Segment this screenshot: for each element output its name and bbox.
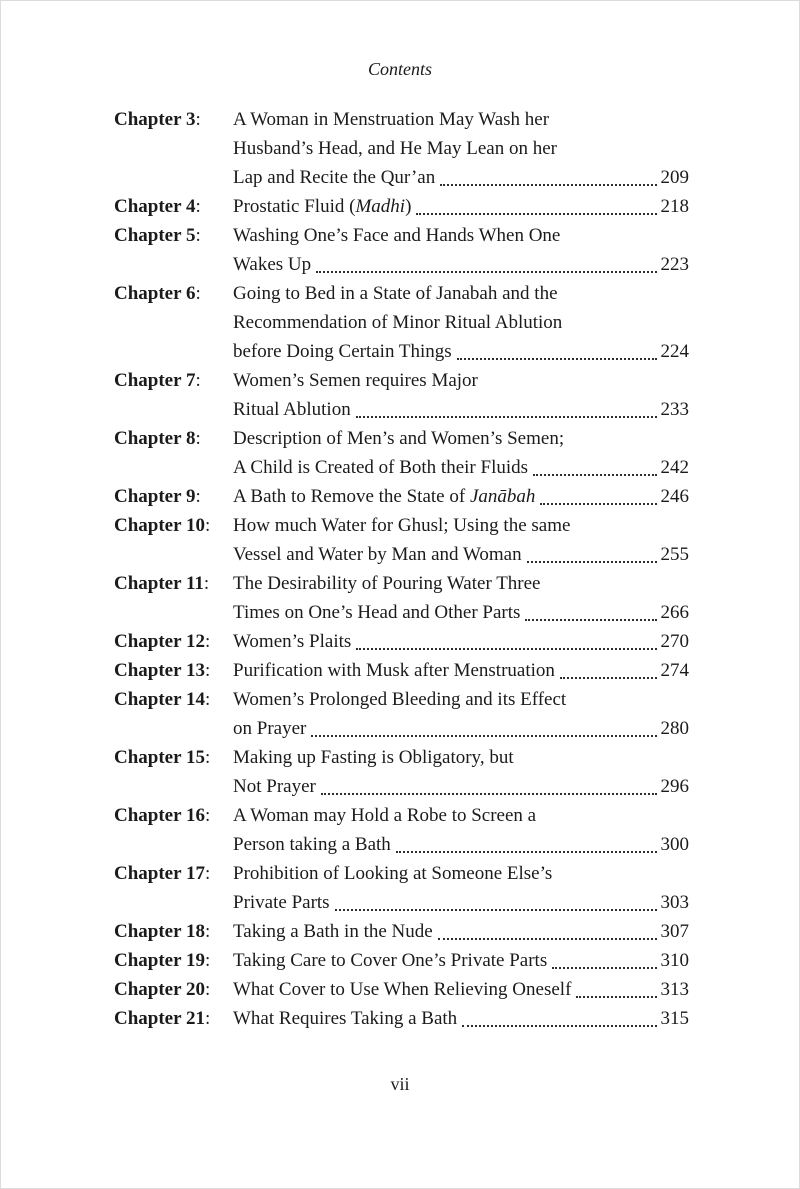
toc-chapter-label <box>114 917 233 946</box>
toc-line-text <box>233 801 536 830</box>
toc-text-segment: Making up Fasting is Obligatory, but <box>233 747 514 768</box>
toc-page-number: 303 <box>660 892 689 913</box>
toc-text-segment: Recommendation of Minor Ritual Ablution <box>233 312 563 333</box>
toc-chapter-label <box>114 801 233 859</box>
toc-line-text <box>233 656 555 685</box>
toc-label-colon: : <box>195 109 201 130</box>
toc-line <box>233 1004 689 1033</box>
folio-page-number: vii <box>390 1074 410 1094</box>
dot-leader <box>552 946 656 969</box>
toc-line-text <box>233 366 478 395</box>
toc-entry <box>114 975 689 1004</box>
toc-page-number: 223 <box>660 254 689 275</box>
toc-chapter-label <box>114 221 233 279</box>
toc-chapter-number: Chapter 8 <box>114 428 196 449</box>
toc-line-text <box>233 917 433 946</box>
toc-chapter-number: Chapter 19 <box>114 950 205 971</box>
toc-label-colon: : <box>195 225 201 246</box>
toc-text-segment: Ritual Ablution <box>233 399 351 420</box>
toc-line <box>233 801 689 830</box>
toc-chapter-label <box>114 859 233 917</box>
toc-text-segment: Vessel and Water by Man and Woman <box>233 544 522 565</box>
toc-entry <box>114 1004 689 1033</box>
toc-text-segment: Prohibition of Looking at Someone Else’s <box>233 863 553 884</box>
toc-line-text <box>233 221 560 250</box>
toc-line <box>233 453 689 482</box>
toc-page-number: 218 <box>660 196 689 217</box>
toc-line <box>233 192 689 221</box>
toc-text-segment: A Woman in Menstruation May Wash her <box>233 109 550 130</box>
toc-chapter-number: Chapter 17 <box>114 863 205 884</box>
toc-line <box>233 888 689 917</box>
dot-leader <box>560 656 657 679</box>
dot-leader <box>438 917 657 940</box>
toc-chapter-title-block <box>233 656 689 685</box>
dot-leader <box>525 598 656 621</box>
dot-leader <box>576 975 656 998</box>
toc-line <box>233 627 689 656</box>
toc-chapter-number: Chapter 4 <box>114 196 196 217</box>
toc-text-segment: on Prayer <box>233 718 307 739</box>
toc-line <box>233 105 689 134</box>
toc-page-number: 233 <box>660 399 689 420</box>
toc-line-text <box>233 946 547 975</box>
toc-label-colon: : <box>204 950 211 971</box>
toc-page-number: 296 <box>660 776 689 797</box>
dot-leader <box>316 250 656 273</box>
toc-text-segment: The Desirability of Pouring Water Three <box>233 573 541 594</box>
toc-chapter-title-block <box>233 801 689 859</box>
toc-chapter-label <box>114 743 233 801</box>
toc-text-segment: Washing One’s Face and Hands When One <box>233 225 561 246</box>
toc-line-text <box>233 714 306 743</box>
toc-line <box>233 917 689 946</box>
toc-chapter-number: Chapter 11 <box>114 573 204 594</box>
toc-chapter-label <box>114 511 233 569</box>
toc-entry <box>114 192 689 221</box>
toc-label-colon: : <box>204 805 211 826</box>
toc-entry <box>114 569 689 627</box>
toc-line-text <box>233 163 435 192</box>
toc-entry <box>114 482 689 511</box>
toc-chapter-number: Chapter 18 <box>114 921 205 942</box>
toc-chapter-label <box>114 975 233 1004</box>
toc-label-colon: : <box>204 689 211 710</box>
toc-chapter-number: Chapter 6 <box>114 283 196 304</box>
toc-chapter-title-block <box>233 221 689 279</box>
toc-line <box>233 656 689 685</box>
dot-leader <box>533 453 656 476</box>
toc-label-colon: : <box>195 486 201 507</box>
toc-italic-term: Janābah <box>469 486 536 507</box>
dot-leader <box>440 163 656 186</box>
toc-chapter-number: Chapter 15 <box>114 747 205 768</box>
toc-chapter-title-block <box>233 569 689 627</box>
toc-text-segment: Times on One’s Head and Other Parts <box>233 602 521 623</box>
dot-leader <box>356 395 657 418</box>
dot-leader <box>321 772 657 795</box>
toc-chapter-label <box>114 192 233 221</box>
toc-page-number: 224 <box>660 341 689 362</box>
dot-leader <box>527 540 657 563</box>
toc-line-text <box>233 279 558 308</box>
toc-line <box>233 569 689 598</box>
toc-entry <box>114 743 689 801</box>
toc-entry <box>114 917 689 946</box>
toc-line-text <box>233 569 541 598</box>
toc-chapter-number: Chapter 9 <box>114 486 196 507</box>
toc-page-number: 266 <box>660 602 689 623</box>
toc-line-text <box>233 627 351 656</box>
dot-leader <box>335 888 657 911</box>
dot-leader <box>311 714 656 737</box>
toc-chapter-label <box>114 279 233 366</box>
toc-text-segment: How much Water for Ghusl; Using the same <box>233 515 571 536</box>
toc-entry <box>114 366 689 424</box>
toc-line <box>233 743 689 772</box>
toc-chapter-title-block <box>233 946 689 975</box>
toc-text-segment: Women’s Semen requires Major <box>233 370 478 391</box>
toc-line-text <box>233 540 522 569</box>
toc-chapter-title-block <box>233 685 689 743</box>
toc-label-colon: : <box>203 573 210 594</box>
toc-chapter-number: Chapter 12 <box>114 631 205 652</box>
toc-page-number: 307 <box>660 921 689 942</box>
toc-line-text <box>233 453 528 482</box>
toc-text-segment: Person taking a Bath <box>233 834 391 855</box>
toc-entry <box>114 221 689 279</box>
toc-chapter-title-block <box>233 366 689 424</box>
toc-text-segment: Taking Care to Cover One’s Private Parts <box>233 950 548 971</box>
toc-page-number: 209 <box>660 167 689 188</box>
toc-text-segment: Purification with Musk after Menstruation <box>233 660 555 681</box>
toc-line <box>233 337 689 366</box>
toc-text-segment: What Requires Taking a Bath <box>233 1008 458 1029</box>
toc-line-text <box>233 105 549 134</box>
toc-line-text <box>233 482 535 511</box>
toc-line <box>233 685 689 714</box>
toc-text-segment: A Bath to Remove the State of <box>233 486 470 507</box>
toc-line-text <box>233 511 570 540</box>
toc-line <box>233 714 689 743</box>
toc-text-segment: A Child is Created of Both their Fluids <box>233 457 529 478</box>
toc-line <box>233 975 689 1004</box>
toc-text-segment: Taking a Bath in the Nude <box>233 921 433 942</box>
dot-leader <box>462 1004 656 1027</box>
toc-line <box>233 395 689 424</box>
toc-list <box>114 105 689 1033</box>
toc-line-text <box>233 772 316 801</box>
toc-text-segment: What Cover to Use When Relieving Oneself <box>233 979 572 1000</box>
toc-page-number: 280 <box>660 718 689 739</box>
toc-page-number: 274 <box>660 660 689 681</box>
toc-line <box>233 308 689 337</box>
dot-leader <box>457 337 657 360</box>
toc-text-segment: before Doing Certain Things <box>233 341 452 362</box>
toc-page-number: 315 <box>660 1008 689 1029</box>
toc-line-text <box>233 134 557 163</box>
toc-text-segment: Husband’s Head, and He May Lean on her <box>233 138 557 159</box>
toc-line <box>233 134 689 163</box>
toc-italic-term: Madhi <box>355 196 406 217</box>
toc-text-segment: Prostatic Fluid ( <box>233 196 356 217</box>
toc-line-text <box>233 743 514 772</box>
dot-leader <box>396 830 657 853</box>
toc-line-text <box>233 424 564 453</box>
toc-text-segment: Women’s Prolonged Bleeding and its Effect <box>233 689 567 710</box>
toc-chapter-label <box>114 946 233 975</box>
toc-chapter-number: Chapter 20 <box>114 979 205 1000</box>
toc-label-colon: : <box>204 863 211 884</box>
toc-line-text <box>233 250 311 279</box>
toc-page-number: 313 <box>660 979 689 1000</box>
toc-text-segment: Private Parts <box>233 892 330 913</box>
toc-entry <box>114 859 689 917</box>
toc-line <box>233 250 689 279</box>
toc-entry <box>114 946 689 975</box>
toc-label-colon: : <box>195 428 201 449</box>
toc-chapter-label <box>114 366 233 424</box>
toc-text-segment: ) <box>405 196 412 217</box>
toc-text-segment: Women’s Plaits <box>233 631 352 652</box>
toc-page-number: 270 <box>660 631 689 652</box>
toc-line <box>233 424 689 453</box>
toc-page-number: 242 <box>660 457 689 478</box>
dot-leader <box>356 627 656 650</box>
toc-label-colon: : <box>204 631 211 652</box>
toc-line <box>233 946 689 975</box>
toc-text-segment: A Woman may Hold a Robe to Screen a <box>233 805 537 826</box>
toc-line-text <box>233 1004 457 1033</box>
toc-chapter-label <box>114 424 233 482</box>
toc-chapter-title-block <box>233 917 689 946</box>
toc-line-text <box>233 888 330 917</box>
toc-line-text <box>233 395 351 424</box>
toc-line-text <box>233 192 411 221</box>
toc-page-number: 300 <box>660 834 689 855</box>
toc-line <box>233 279 689 308</box>
toc-chapter-number: Chapter 16 <box>114 805 205 826</box>
toc-chapter-label <box>114 656 233 685</box>
toc-chapter-title-block <box>233 279 689 366</box>
toc-entry <box>114 685 689 743</box>
toc-chapter-title-block <box>233 627 689 656</box>
toc-line-text <box>233 830 391 859</box>
toc-label-colon: : <box>204 979 211 1000</box>
toc-chapter-label <box>114 482 233 511</box>
toc-chapter-number: Chapter 5 <box>114 225 196 246</box>
toc-label-colon: : <box>195 196 201 217</box>
toc-line <box>233 511 689 540</box>
toc-line-text <box>233 859 552 888</box>
toc-chapter-title-block <box>233 511 689 569</box>
toc-chapter-title-block <box>233 105 689 192</box>
toc-entry <box>114 627 689 656</box>
toc-label-colon: : <box>204 921 211 942</box>
toc-label-colon: : <box>195 370 201 391</box>
toc-line-text <box>233 685 566 714</box>
toc-line-text <box>233 308 562 337</box>
toc-label-colon: : <box>195 283 201 304</box>
toc-chapter-number: Chapter 3 <box>114 109 196 130</box>
toc-text-segment: Lap and Recite the Qur’an <box>233 167 436 188</box>
toc-label-colon: : <box>204 660 211 681</box>
toc-chapter-number: Chapter 21 <box>114 1008 205 1029</box>
toc-chapter-number: Chapter 13 <box>114 660 205 681</box>
toc-entry <box>114 105 689 192</box>
toc-chapter-title-block <box>233 482 689 511</box>
dot-leader <box>540 482 656 505</box>
toc-line <box>233 163 689 192</box>
toc-line-text <box>233 975 571 1004</box>
toc-line <box>233 221 689 250</box>
toc-page-number: 310 <box>660 950 689 971</box>
toc-page-number: 246 <box>660 486 689 507</box>
toc-chapter-label <box>114 685 233 743</box>
toc-chapter-title-block <box>233 424 689 482</box>
toc-line-text <box>233 337 452 366</box>
toc-chapter-label <box>114 569 233 627</box>
toc-chapter-label <box>114 105 233 192</box>
toc-entry <box>114 279 689 366</box>
toc-line <box>233 830 689 859</box>
toc-chapter-title-block <box>233 859 689 917</box>
page-title: Contents <box>367 59 432 79</box>
toc-line <box>233 598 689 627</box>
toc-entry <box>114 801 689 859</box>
toc-entry <box>114 656 689 685</box>
toc-text-segment: Description of Men’s and Women’s Semen; <box>233 428 565 449</box>
toc-line <box>233 366 689 395</box>
toc-line <box>233 482 689 511</box>
toc-chapter-number: Chapter 14 <box>114 689 205 710</box>
toc-text-segment: Going to Bed in a State of Janabah and the <box>233 283 558 304</box>
toc-chapter-number: Chapter 7 <box>114 370 196 391</box>
toc-label-colon: : <box>204 1008 211 1029</box>
dot-leader <box>416 192 656 215</box>
toc-chapter-label <box>114 627 233 656</box>
toc-line <box>233 772 689 801</box>
toc-chapter-title-block <box>233 743 689 801</box>
toc-text-segment: Wakes Up <box>233 254 312 275</box>
toc-chapter-title-block <box>233 1004 689 1033</box>
toc-chapter-title-block <box>233 975 689 1004</box>
toc-line <box>233 859 689 888</box>
toc-label-colon: : <box>204 747 211 768</box>
toc-chapter-number: Chapter 10 <box>114 515 205 536</box>
toc-text-segment: Not Prayer <box>233 776 316 797</box>
toc-line-text <box>233 598 520 627</box>
toc-label-colon: : <box>204 515 211 536</box>
toc-page-number: 255 <box>660 544 689 565</box>
toc-chapter-label <box>114 1004 233 1033</box>
toc-line <box>233 540 689 569</box>
toc-chapter-title-block <box>233 192 689 221</box>
toc-entry <box>114 511 689 569</box>
toc-entry <box>114 424 689 482</box>
